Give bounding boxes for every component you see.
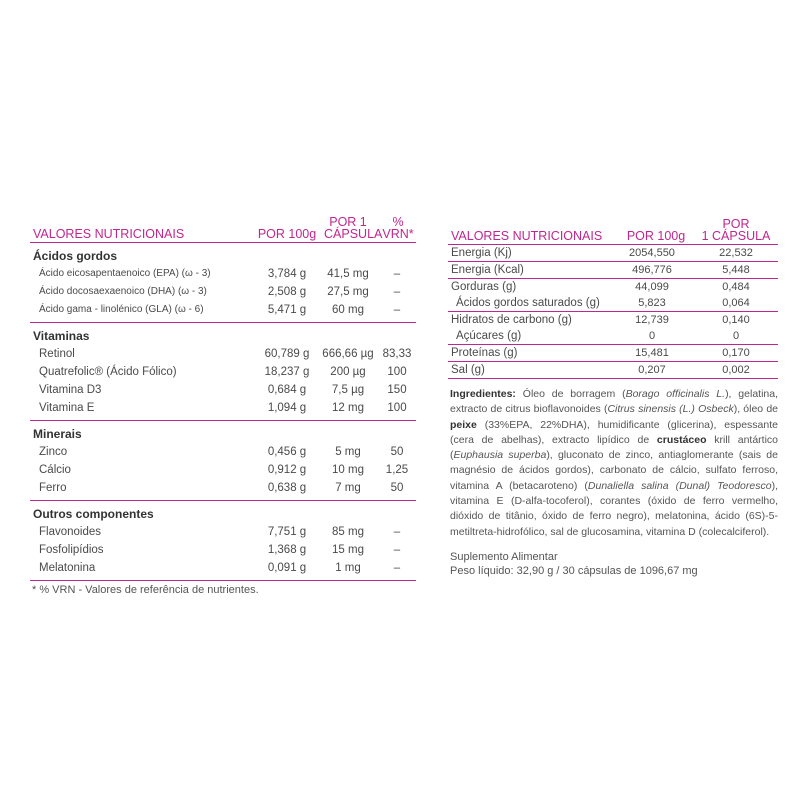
value-vrn: 50 (390, 482, 404, 494)
value-vrn: 100 (387, 366, 407, 378)
table-row (448, 362, 778, 379)
value-per-100g: 5,471 g (267, 304, 307, 316)
table-row (448, 245, 778, 262)
value-vrn: – (393, 304, 401, 316)
nutrient-name: Melatonina (39, 562, 96, 574)
value-per-100g: 3,784 g (267, 268, 307, 280)
table-row (30, 301, 416, 319)
value-per-100g: 15,481 (635, 347, 669, 359)
value-per-capsule: 666,66 µg (322, 348, 374, 360)
nutrition-table-right (448, 212, 778, 578)
nutrient-group (30, 247, 416, 323)
table-row (448, 312, 778, 328)
value-per-100g: 0,912 g (267, 464, 307, 476)
value-per-capsule: 7,5 µg (331, 384, 365, 396)
nutrient-name: Cálcio (39, 464, 71, 476)
nutrient-name: Flavonoides (39, 526, 102, 538)
allergen-highlight: crustáceo (656, 433, 707, 446)
table-row (30, 363, 416, 381)
value-per-100g: 12,739 (635, 314, 669, 326)
value-vrn: 150 (387, 384, 407, 396)
nutrient-name: Ácido docosaexaenoico (DHA) (ω - 3) (39, 286, 207, 297)
table-row (448, 295, 778, 312)
nutrient-name: Zinco (39, 446, 68, 458)
value-vrn: – (393, 526, 401, 538)
table-row (30, 381, 416, 399)
nutrient-name: Fosfolipídios (39, 544, 104, 556)
value-per-capsule: 0,170 (722, 347, 750, 359)
value-vrn: – (393, 562, 401, 574)
group-title: Ácidos gordos (33, 249, 118, 263)
nutrient-name: Proteínas (g) (451, 347, 518, 359)
table-row (30, 479, 416, 497)
value-per-capsule: 85 mg (332, 526, 364, 538)
value-per-capsule: 10 mg (332, 464, 364, 476)
value-vrn: 1,25 (385, 464, 409, 476)
table-row (30, 541, 416, 559)
nutrient-name: Sal (g) (451, 364, 485, 376)
nutrition-table-left (30, 212, 416, 596)
value-per-100g: 60,789 g (264, 348, 310, 360)
nutrient-name: Ácido eicosapentaenoico (EPA) (ω - 3) (39, 268, 211, 279)
ingredient-latin-name: Borago officinalis L. (625, 388, 726, 400)
nutrient-group (30, 505, 416, 581)
table-row (30, 523, 416, 541)
ingredient-text: ), óleo de (733, 403, 779, 416)
value-per-capsule: 5,448 (722, 264, 750, 276)
value-vrn: 100 (387, 402, 407, 414)
table-row (30, 399, 416, 417)
ingredient-latin-name: Euphausia superba (453, 449, 547, 462)
value-per-capsule: 1 mg (335, 562, 361, 574)
value-per-capsule: 0,002 (722, 364, 750, 376)
value-per-100g: 0,091 g (267, 562, 307, 574)
value-per-100g: 496,776 (632, 264, 672, 276)
table-row (30, 283, 416, 301)
ingredient-latin-name: Citrus sinensis (L.) Osbeck (607, 403, 734, 416)
value-per-100g: 0 (648, 330, 656, 342)
value-per-100g: 5,823 (638, 297, 666, 309)
nutrient-name: Açúcares (g) (456, 330, 522, 342)
ingredients-body (450, 388, 778, 538)
value-per-capsule: 7 mg (335, 482, 361, 494)
ingredient-text: ), vitamina E (D-alfa-tocoferol), corantes (óxido de ferro vermelho, dióxido de titânio, óxido de ferro negro), melatonina, ácido (6S)-5-metiltreta-hidrofólico, sal de glucosamina, vitamina D (colecalciferol). (450, 479, 778, 538)
table-row (30, 345, 416, 363)
value-per-100g: 0,684 g (267, 384, 307, 396)
header-vrn: % VRN* (382, 215, 414, 241)
table-row (30, 461, 416, 479)
table-row (30, 443, 416, 461)
nutrient-name: Energia (Kcal) (451, 264, 524, 276)
value-per-capsule: 60 mg (332, 304, 364, 316)
nutrient-name: Ferro (39, 482, 67, 494)
nutrient-name: Gorduras (g) (451, 281, 517, 293)
value-per-capsule: 12 mg (332, 402, 364, 414)
value-per-capsule: 0 (732, 330, 740, 342)
footnote: * % VRN - Valores de referência de nutrientes. (32, 584, 259, 596)
value-per-capsule: 41,5 mg (327, 268, 369, 280)
ingredient-text: krill antártico ( (450, 433, 778, 462)
value-vrn: – (393, 544, 401, 556)
value-per-capsule: 27,5 mg (327, 286, 369, 298)
value-vrn: – (393, 268, 401, 280)
value-per-capsule: 0,140 (722, 314, 750, 326)
value-per-100g: 44,099 (635, 281, 669, 293)
nutrient-groups (30, 247, 416, 581)
table-row (448, 345, 778, 362)
nutrient-name: Quatrefolic® (Ácido Fólico) (39, 366, 177, 378)
value-per-capsule: 15 mg (332, 544, 364, 556)
ingredients-label: Ingredientes: (450, 388, 516, 400)
value-per-100g: 7,751 g (267, 526, 307, 538)
header-per-capsule: POR 1 CÁPSULA (701, 217, 771, 243)
header-name: VALORES NUTRICIONAIS (451, 229, 603, 243)
ingredient-text: (33%EPA, 22%DHA), humidificante (glicerina), espessante (cera de abelhas), extracto lipídico de (450, 418, 778, 446)
value-vrn: – (393, 286, 401, 298)
table-row (448, 262, 778, 279)
table-header (30, 212, 416, 243)
value-per-100g: 2,508 g (267, 286, 307, 298)
header-per-capsule: POR 1 CÁPSULA (324, 215, 383, 241)
table-header (448, 212, 778, 245)
table-row (30, 559, 416, 577)
value-per-100g: 2054,550 (629, 247, 675, 259)
value-per-capsule: 5 mg (335, 446, 361, 458)
ingredients-text (448, 387, 778, 540)
table-row (448, 328, 778, 345)
group-title: Vitaminas (33, 329, 90, 343)
value-per-100g: 0,207 (638, 364, 666, 376)
energy-rows (448, 245, 778, 379)
header-per-100g: POR 100g (257, 227, 317, 241)
nutrient-name: Ácidos gordos saturados (g) (456, 297, 600, 309)
nutrient-name: Hidratos de carbono (g) (451, 314, 572, 326)
nutrient-group (30, 425, 416, 501)
nutrient-name: Vitamina D3 (39, 384, 102, 396)
value-vrn: 50 (390, 446, 404, 458)
value-per-100g: 1,368 g (267, 544, 307, 556)
header-per-100g: POR 100g (626, 229, 686, 243)
ingredient-latin-name: Dunaliella salina (Dunal) Teodoresco (587, 479, 772, 492)
nutrient-name: Vitamina E (39, 402, 95, 414)
value-per-100g: 0,456 g (267, 446, 307, 458)
group-title: Outros componentes (33, 507, 154, 521)
value-per-capsule: 200 µg (330, 366, 366, 378)
nutrient-group (30, 327, 416, 421)
table-row (30, 265, 416, 283)
table-row (448, 279, 778, 295)
ingredient-text: ), gelatina, extracto de citrus bioflavonoides ( (450, 388, 779, 416)
value-per-capsule: 0,484 (722, 281, 750, 293)
ingredient-text: ), gluconato de zinco, antiaglomerante (sais de magnésio de ácidos gordos), carbonato de cálcio, sulfato ferroso, vitamina A (betacaroteno) ( (450, 449, 778, 492)
nutrient-name: Ácido gama - linolénico (GLA) (ω - 6) (39, 304, 204, 315)
ingredient-text: Óleo de borragem ( (515, 388, 626, 400)
net-weight: Peso líquido: 32,90 g / 30 cápsulas de 1096,67 mg (450, 564, 698, 577)
value-per-capsule: 0,064 (722, 297, 750, 309)
header-name: VALORES NUTRICIONAIS (33, 227, 185, 241)
value-vrn: 83,33 (382, 348, 412, 360)
value-per-100g: 18,237 g (264, 366, 310, 378)
value-per-capsule: 22,532 (719, 247, 753, 259)
supplement-info (448, 550, 778, 578)
supplement-label: Suplemento Alimentar (450, 550, 558, 563)
nutrient-name: Retinol (39, 348, 75, 360)
group-title: Minerais (33, 427, 82, 441)
allergen-highlight: peixe (450, 418, 477, 431)
value-per-100g: 1,094 g (267, 402, 307, 414)
nutrient-name: Energia (Kj) (451, 247, 512, 259)
value-per-100g: 0,638 g (267, 482, 307, 494)
